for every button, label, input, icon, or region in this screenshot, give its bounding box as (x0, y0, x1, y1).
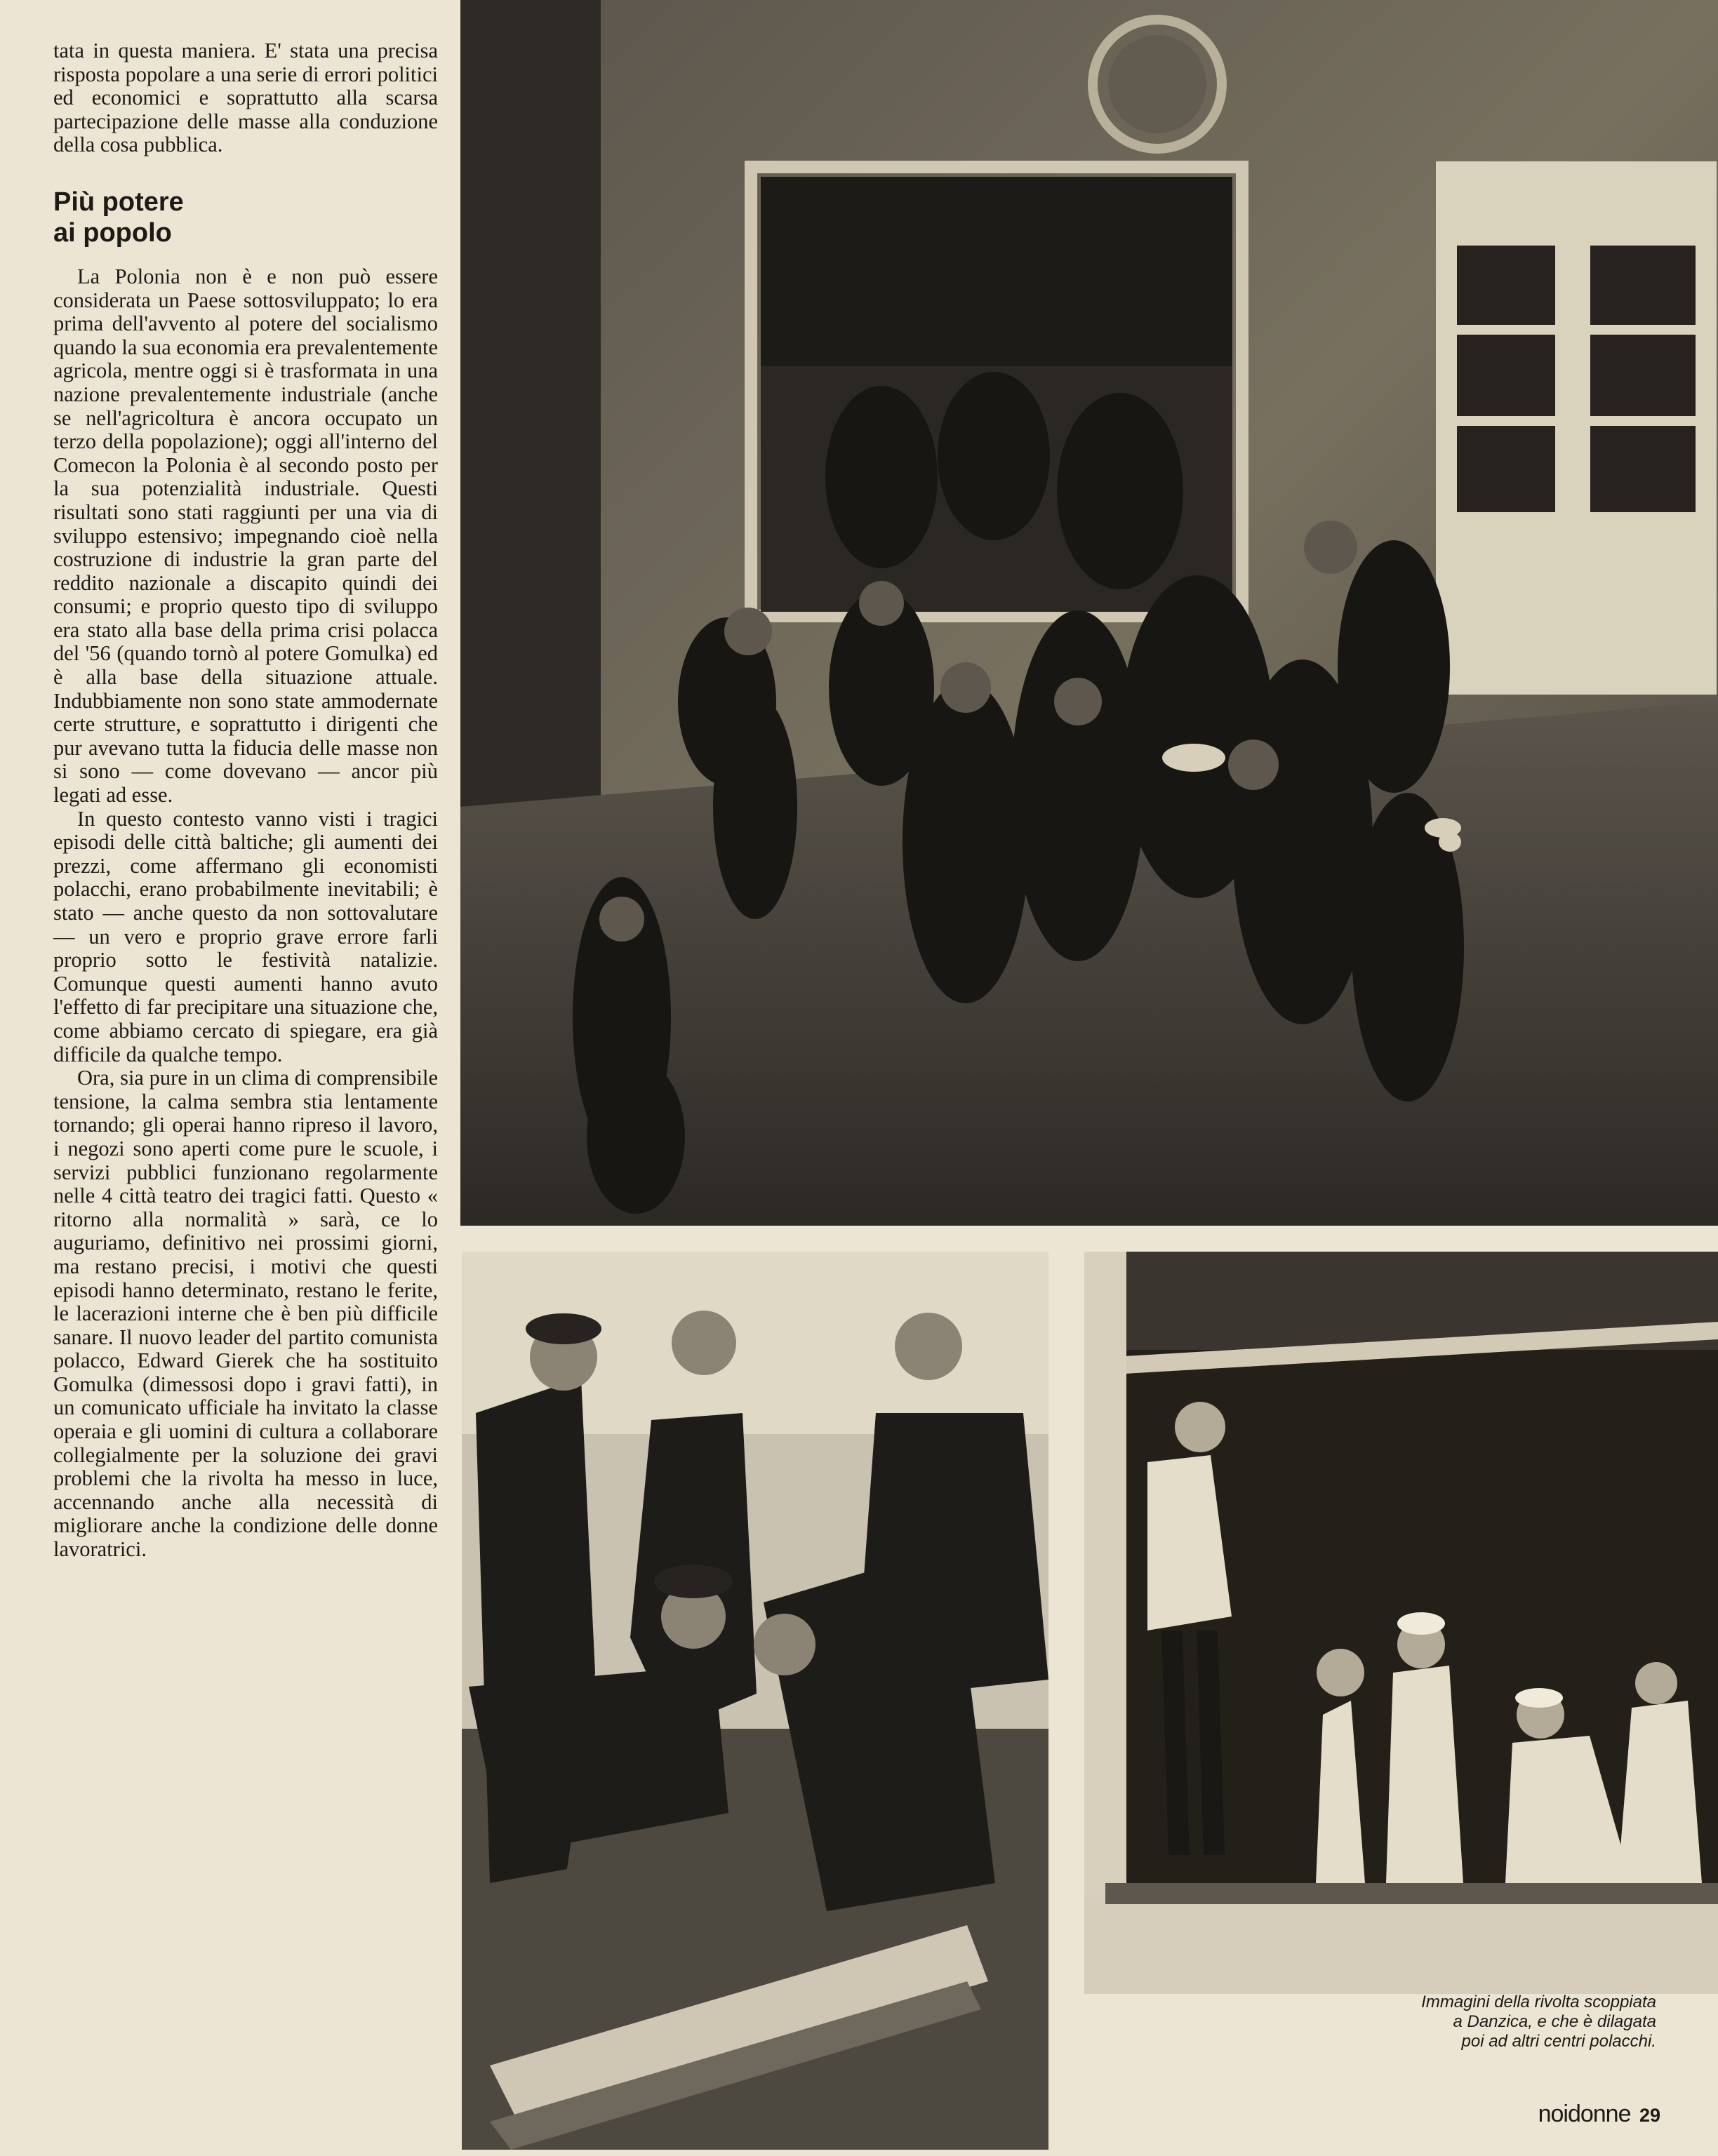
caption-line-2: a Danzica, e che è dilagata (1453, 2012, 1656, 2031)
page-footer (1492, 2101, 1660, 2128)
article-paragraph-1: La Polonia non è e non può essere considerata un Paese sottosviluppato; lo era prima dell'avvento al potere del socialismo quando la sua economia era prevalentemente agricola, mentre oggi si è trasformata in una nazione prevalentemente industriale (anche se nell'agricoltura è ancora occupato un terzo della popolazione); oggi all'interno del Comecon la Polonia è al secondo posto per la sua potenzialità industriale. Questi risultati sono stati raggiunti per una via di sviluppo estensivo; impegnando cioè nella costruzione di industrie la gran parte del reddito nazionale a discapito quindi dei consumi; e proprio questo tipo di sviluppo era stato alla base della prima crisi polacca del '56 (quando tornò al potere Gomulka) ed è alla base della situazione attuale. Indubbiamente non sono state ammodernate certe strutture, e soprattutto i dirigenti che pur avevano tutta la fiducia delle masse non si sono — come dovevano — ancor più legati ad esse. (53, 264, 438, 808)
photo-caption (1319, 1993, 1656, 2051)
article-paragraph-3: Ora, sia pure in un clima di comprensibile tensione, la calma sembra stia lentamente tornando; gli operai hanno ripreso il lavoro, i negozi sono aperti come pure le scuole, i servizi pubblici funzionano regolarmente nelle 4 città teatro dei tragici fatti. Questo « ritorno alla normalità » sarà, ce lo auguriamo, definitivo nei prossimi giorni, ma restano precisi, i motivi che questi episodi hanno determinato, restano le ferite, le lacerazioni interne che è ben più difficile sanare. Il nuovo leader del partito comunista polacco, Edward Gierek che ha sostituito Gomulka (dimessosi dopo i gravi fatti), in un comunicato ufficiale ha invitato la classe operaia e gli uomini di cultura a collaborare collegialmente per la soluzione dei gravi problemi che la rivolta ha messo in luce, accennando anche alla necessità di migliorare anche la condizione delle donne lavoratrici. (53, 1066, 438, 1562)
photo-women-at-window (1084, 1252, 1718, 1994)
photo-men-at-debris (462, 1252, 1048, 2150)
caption-line-3: poi ad altri centri polacchi. (1461, 2032, 1656, 2051)
section-heading-line-1: Più potere (53, 187, 184, 217)
article-intro: tata in questa maniera. E' stata una precisa risposta popolare a una serie di errori politici ed economici e soprattutto alla scarsa partecipazione delle masse alla conduzione della cosa pubblica. (53, 39, 438, 157)
article-paragraph-2: In questo contesto vanno visti i tragici episodi delle città baltiche; gli aumenti dei prezzi, come affermano gli economisti polacchi, erano probabilmente inevitabili; è stato — anche questo da non sottovalutare — un vero e proprio grave errore farli proprio sotto le festività natalizie. Comunque questi aumenti hanno avuto l'effetto di far precipitare una situazione che, come abbiamo cercato di spiegare, era già difficile da qualche tempo. (53, 806, 438, 1066)
page-number: 29 (1639, 2105, 1660, 2126)
magazine-name: noidonne (1538, 2101, 1631, 2127)
article-column (53, 39, 438, 1562)
caption-line-1: Immagini della rivolta scoppiata (1421, 1993, 1656, 2011)
section-heading-line-2: ai popolo (53, 217, 172, 248)
section-heading (53, 187, 438, 248)
photo-crowd-at-shop-window (460, 0, 1718, 1226)
